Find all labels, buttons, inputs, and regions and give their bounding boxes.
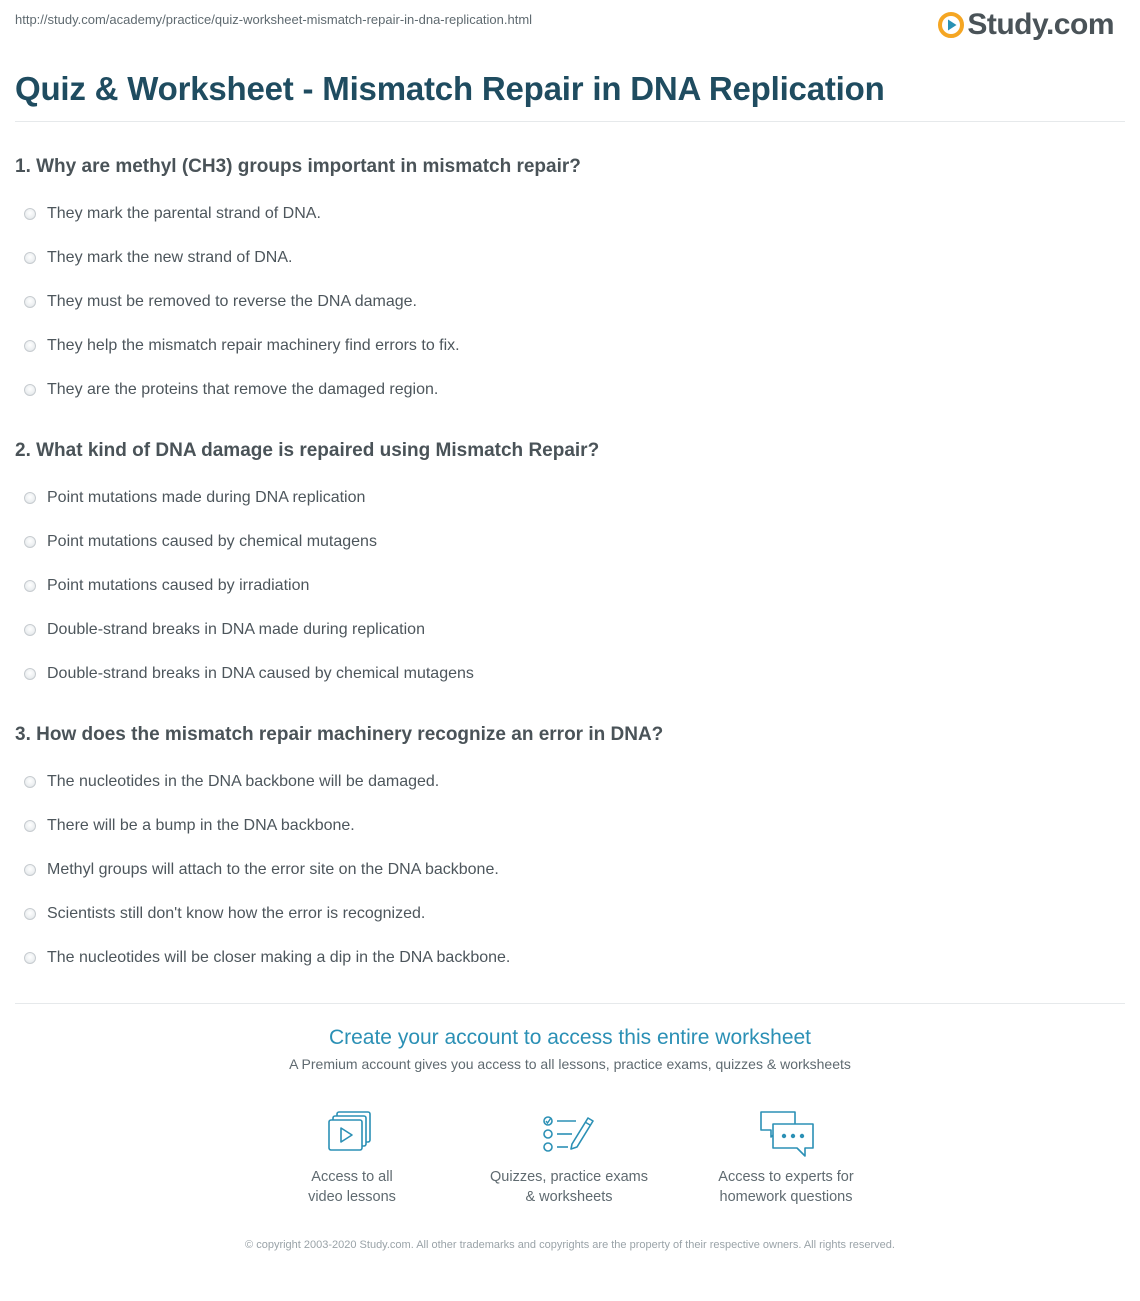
radio-button[interactable]	[24, 296, 36, 308]
feature-line-1: Quizzes, practice exams	[490, 1169, 648, 1185]
answer-option[interactable]	[15, 483, 1115, 527]
radio-button[interactable]	[24, 908, 36, 920]
cta-subtitle: A Premium account gives you access to all lessons, practice exams, quizzes & worksheets	[289, 1056, 851, 1072]
feature-line-2: & worksheets	[525, 1189, 613, 1205]
answer-label: They mark the parental strand of DNA.	[47, 205, 321, 222]
answer-label: Point mutations caused by chemical mutagens	[47, 533, 377, 550]
answer-label: They mark the new strand of DNA.	[47, 249, 293, 266]
radio-button[interactable]	[24, 580, 36, 592]
radio-button[interactable]	[24, 668, 36, 680]
answer-option[interactable]	[15, 527, 1115, 571]
answer-option[interactable]	[15, 375, 1115, 419]
radio-button[interactable]	[24, 208, 36, 220]
answer-label: There will be a bump in the DNA backbone.	[47, 817, 355, 834]
play-circle-icon	[938, 12, 964, 38]
answer-list	[15, 483, 1115, 703]
feature-line-2: homework questions	[719, 1189, 853, 1205]
answer-option[interactable]	[15, 199, 1115, 243]
answer-option[interactable]	[15, 899, 1115, 943]
question-2	[15, 439, 1115, 703]
radio-button[interactable]	[24, 492, 36, 504]
answer-label: The nucleotides will be closer making a dip in the DNA backbone.	[47, 949, 511, 966]
feature-video-lessons	[252, 1108, 452, 1207]
radio-button[interactable]	[24, 384, 36, 396]
signup-cta	[0, 1026, 1140, 1072]
question-3	[15, 723, 1115, 987]
quiz-checklist-icon	[538, 1108, 600, 1164]
radio-button[interactable]	[24, 952, 36, 964]
feature-quizzes	[469, 1108, 669, 1207]
answer-option[interactable]	[15, 943, 1115, 987]
answer-list	[15, 199, 1115, 419]
content-divider	[15, 1003, 1125, 1004]
answer-option[interactable]	[15, 331, 1115, 375]
chat-bubbles-icon	[755, 1108, 817, 1164]
answer-label: Point mutations caused by irradiation	[47, 577, 310, 594]
answer-label: Methyl groups will attach to the error site on the DNA backbone.	[47, 861, 499, 878]
answer-option[interactable]	[15, 767, 1115, 811]
radio-button[interactable]	[24, 864, 36, 876]
feature-experts	[686, 1108, 886, 1207]
answer-label: They are the proteins that remove the damaged region.	[47, 381, 439, 398]
answer-label: Double-strand breaks in DNA made during replication	[47, 621, 425, 638]
copyright-footer: © copyright 2003-2020 Study.com. All other trademarks and copyrights are the property of their respective owners. All rights reserved.	[245, 1239, 895, 1251]
answer-option[interactable]	[15, 615, 1115, 659]
study-logo[interactable]	[938, 8, 1114, 42]
answer-option[interactable]	[15, 571, 1115, 615]
answer-option[interactable]	[15, 243, 1115, 287]
video-lessons-icon	[321, 1108, 383, 1164]
answer-option[interactable]	[15, 659, 1115, 703]
answer-label: Scientists still don't know how the error is recognized.	[47, 905, 426, 922]
radio-button[interactable]	[24, 536, 36, 548]
radio-button[interactable]	[24, 624, 36, 636]
feature-line-1: Access to all	[311, 1169, 393, 1185]
answer-list	[15, 767, 1115, 987]
radio-button[interactable]	[24, 820, 36, 832]
answer-label: They help the mismatch repair machinery find errors to fix.	[47, 337, 460, 354]
question-text: 2. What kind of DNA damage is repaired using Mismatch Repair?	[15, 440, 600, 461]
title-divider	[15, 121, 1125, 122]
page-url: http://study.com/academy/practice/quiz-worksheet-mismatch-repair-in-dna-replication.html	[15, 12, 533, 27]
answer-option[interactable]	[15, 855, 1115, 899]
feature-line-1: Access to experts for	[718, 1169, 854, 1185]
answer-label: Point mutations made during DNA replication	[47, 489, 366, 506]
question-text: 3. How does the mismatch repair machinery recognize an error in DNA?	[15, 724, 664, 745]
cta-title-link[interactable]: Create your account to access this entire worksheet	[328, 1026, 812, 1049]
answer-label: The nucleotides in the DNA backbone will be damaged.	[47, 773, 440, 790]
logo-text: Study.com	[967, 8, 1114, 41]
answer-label: They must be removed to reverse the DNA damage.	[47, 293, 417, 310]
question-text: 1. Why are methyl (CH3) groups important in mismatch repair?	[15, 156, 581, 177]
radio-button[interactable]	[24, 252, 36, 264]
answer-label: Double-strand breaks in DNA caused by chemical mutagens	[47, 665, 474, 682]
feature-line-2: video lessons	[308, 1189, 396, 1205]
page-title: Quiz & Worksheet - Mismatch Repair in DNA Replication	[15, 70, 885, 107]
radio-button[interactable]	[24, 340, 36, 352]
radio-button[interactable]	[24, 776, 36, 788]
answer-option[interactable]	[15, 811, 1115, 855]
question-1	[15, 155, 1115, 419]
answer-option[interactable]	[15, 287, 1115, 331]
